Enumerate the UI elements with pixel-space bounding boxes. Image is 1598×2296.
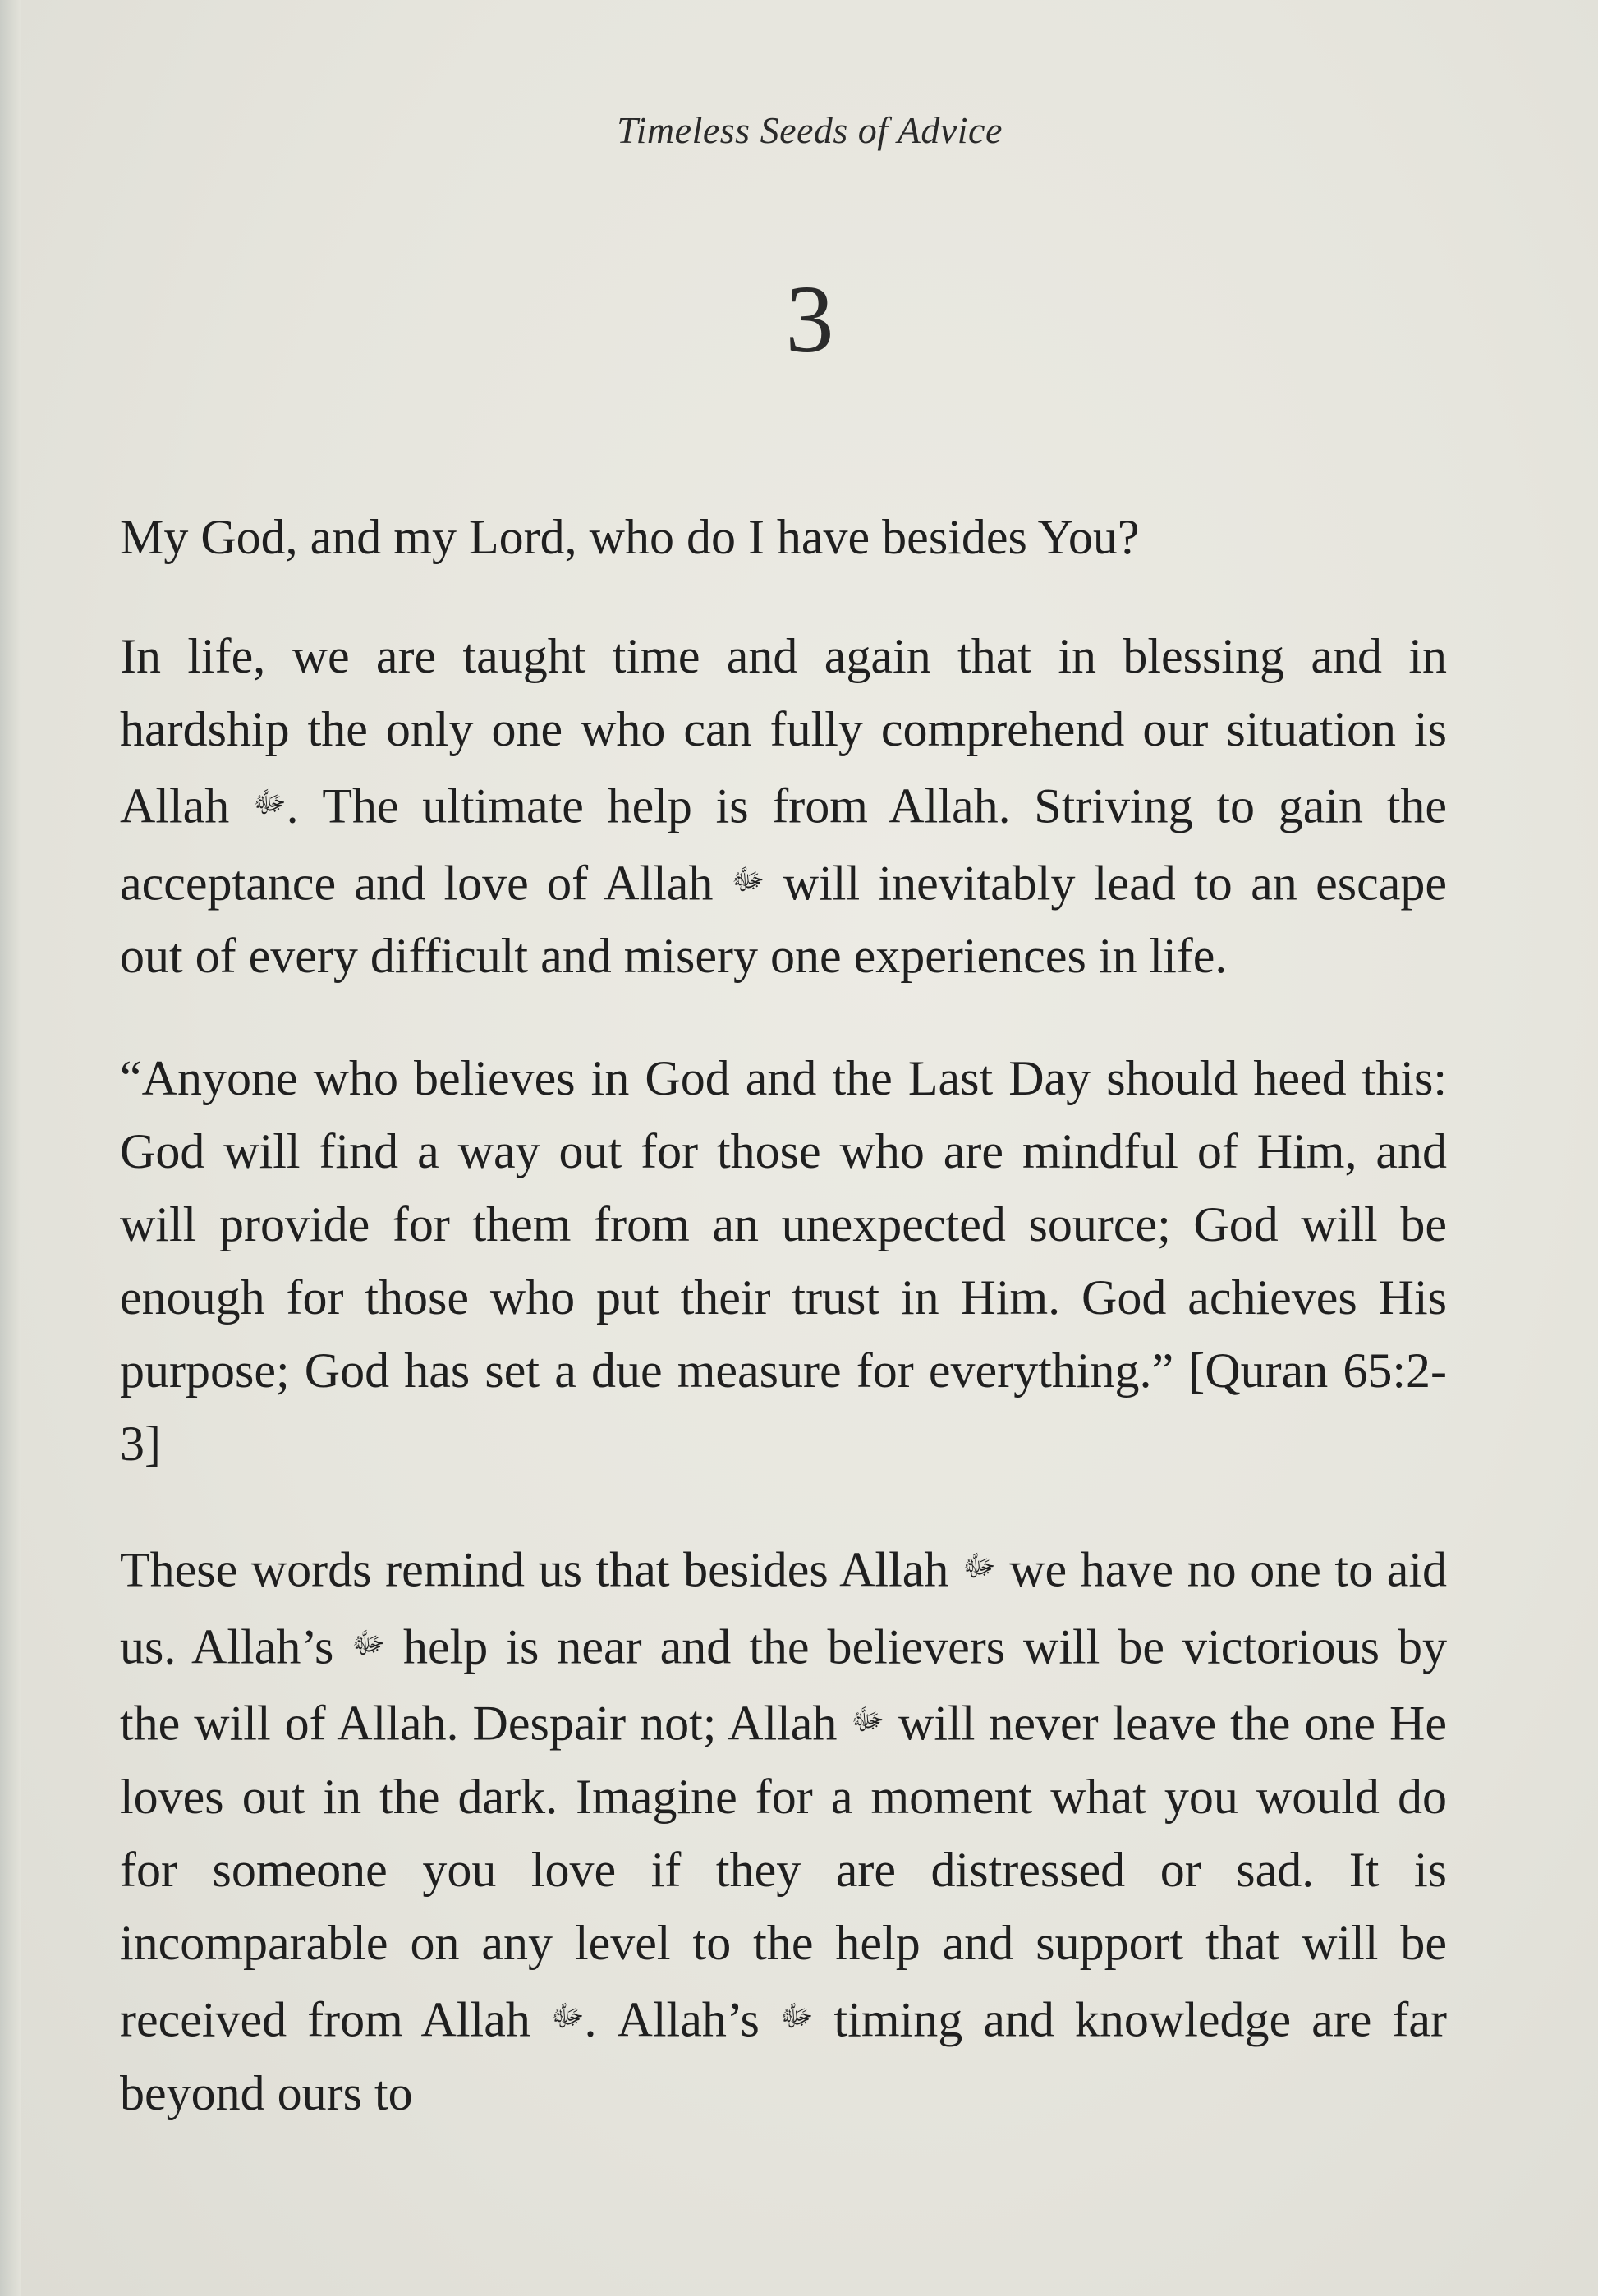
paragraph-1-text: . The ultimate help is from Allah. Striving to gain the acceptance and love of Allah bbox=[120, 778, 1447, 911]
paragraph-3-text: . Allah’s bbox=[584, 1992, 780, 2047]
paragraph-1 bbox=[120, 620, 1447, 993]
opening-line: My God, and my Lord, who do I have besides You? bbox=[120, 510, 1140, 564]
book-page bbox=[21, 0, 1598, 2296]
running-head: Timeless Seeds of Advice bbox=[617, 109, 1003, 151]
paragraph-1-text: will inevitably lead to an escape out of every difficult and misery one experiences in life. bbox=[120, 856, 1447, 984]
honorific-icon: ﷻ bbox=[253, 786, 287, 819]
paragraph-1-text: In life, we are taught time and again that in blessing and in hardship the only one who can fully comprehend our situation is Allah bbox=[120, 629, 1447, 833]
honorific-icon: ﷻ bbox=[851, 1703, 885, 1737]
paragraph-3-text: we have no one to aid us. Allah’s bbox=[120, 1542, 1447, 1674]
chapter-number: 3 bbox=[785, 265, 834, 373]
paragraph-3 bbox=[120, 1530, 1447, 2129]
honorific-icon: ﷻ bbox=[731, 862, 765, 896]
honorific-icon: ﷻ bbox=[779, 1999, 814, 2032]
paragraph-3-text: help is near and the believers will be victorious by the will of Allah. Despair not; Allah bbox=[120, 1619, 1447, 1751]
paragraph-3-text: These words remind us that besides Allah bbox=[120, 1542, 962, 1597]
body-text bbox=[120, 501, 1447, 2179]
paragraph-3-text: timing and knowledge are far beyond ours to bbox=[120, 1992, 1448, 2120]
honorific-icon: ﷻ bbox=[550, 1999, 585, 2032]
honorific-icon: ﷻ bbox=[962, 1550, 996, 1583]
quran-quote: “Anyone who believes in God and the Last Day should heed this: God will find a way out for those who are mindful of Him, and will provide for them from an unexpected source; God will be enough for those who put their trust in Him. God achieves His purpose; God has set a due measure for everything.” [Quran 65:2-3] bbox=[120, 1051, 1447, 1472]
paragraph-3-text: will never leave the one He loves out in the dark. Imagine for a moment what you would do for someone you love if they are distressed or sad. It is incomparable on any level to the help and support that will be received from Allah bbox=[120, 1696, 1447, 2047]
honorific-icon: ﷻ bbox=[351, 1626, 385, 1660]
page-edge bbox=[0, 0, 21, 2296]
